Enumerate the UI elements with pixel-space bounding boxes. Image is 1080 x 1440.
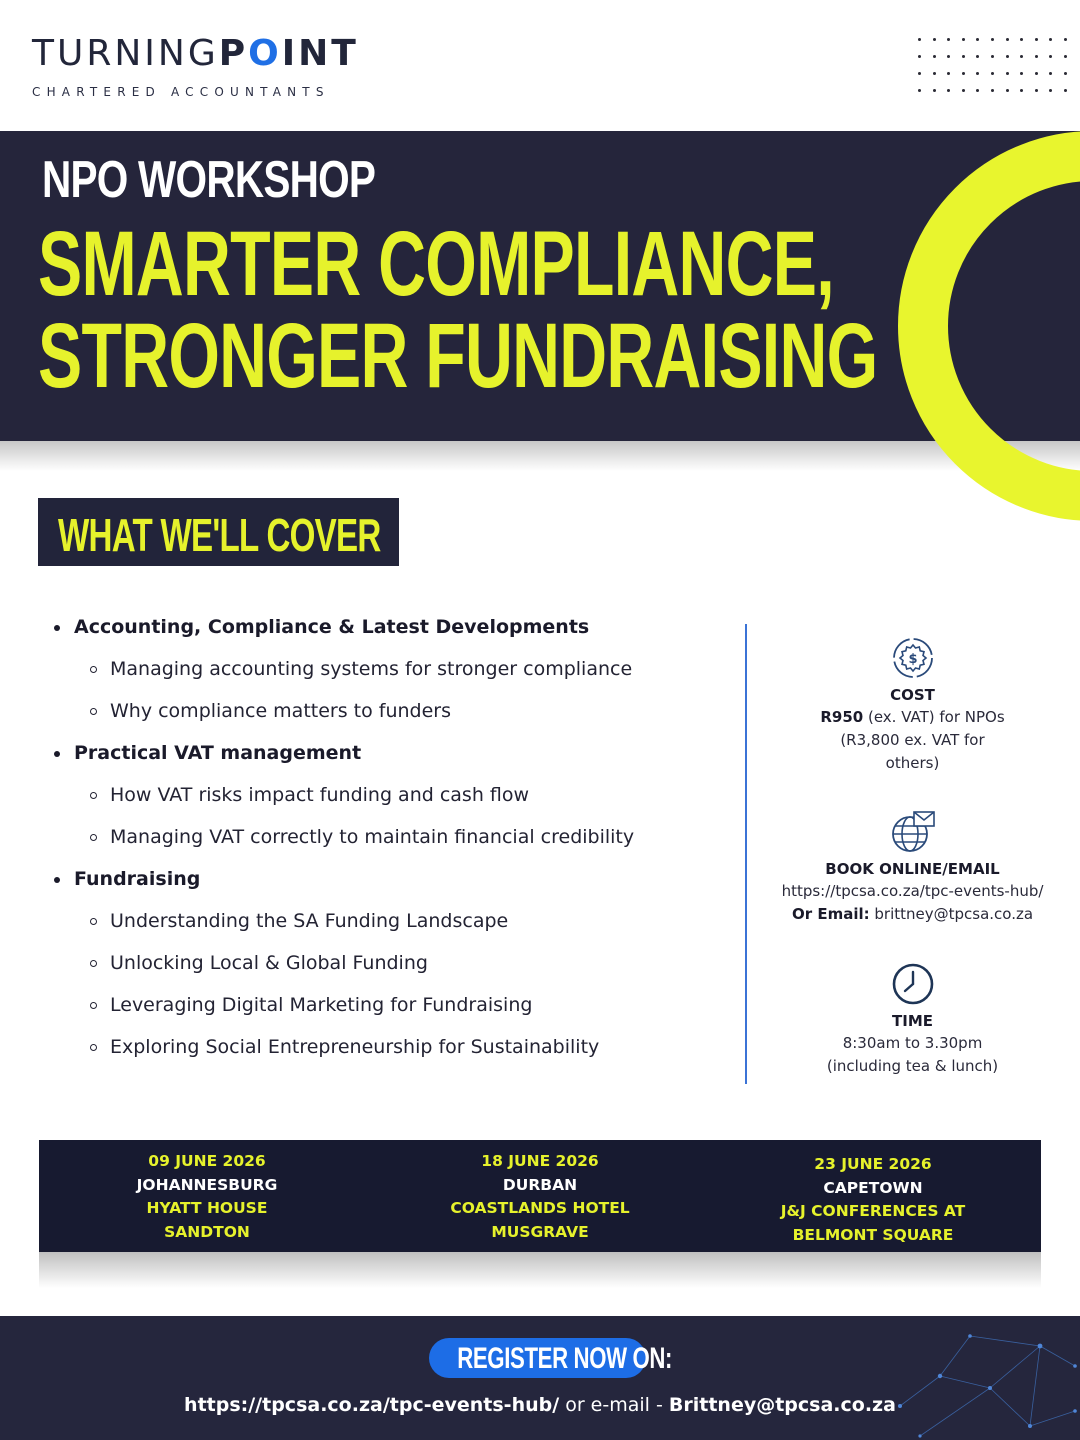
- hero-title: [38, 213, 878, 407]
- decorative-dot: [991, 38, 994, 41]
- time-info: [760, 962, 1065, 1078]
- decorative-dot: [1020, 89, 1023, 92]
- topic-heading: Accounting, Compliance & Latest Developments: [52, 606, 732, 648]
- register-label: REGISTER NOW ON:: [457, 1342, 673, 1375]
- venue-place: COASTLANDS HOTEL: [450, 1199, 630, 1217]
- topic-item: [52, 858, 732, 1068]
- decorative-dot: [962, 72, 965, 75]
- venue-date: 09 JUNE 2026: [148, 1152, 266, 1170]
- cost-price: R950: [820, 708, 864, 726]
- footer-url[interactable]: https://tpcsa.co.za/tpc-events-hub/: [184, 1394, 560, 1416]
- topic-subitem: Understanding the SA Funding Landscape: [52, 900, 732, 942]
- network-decoration: [880, 1316, 1080, 1440]
- topic-heading: Fundraising: [52, 858, 732, 900]
- footer-band: [0, 1316, 1080, 1440]
- decorative-dot: [1064, 55, 1067, 58]
- decorative-dot: [1064, 72, 1067, 75]
- column-divider: [745, 624, 747, 1084]
- logo-wordmark: [32, 34, 359, 74]
- footer-middle-text: or e-mail -: [559, 1394, 669, 1416]
- cost-title: COST: [890, 686, 935, 704]
- section-label-box: [38, 498, 399, 566]
- logo-tagline: CHARTERED ACCOUNTANTS: [32, 85, 330, 99]
- booking-email-label: Or Email:: [791, 905, 870, 923]
- topic-heading: Practical VAT management: [52, 732, 732, 774]
- decorative-dot: [976, 89, 979, 92]
- decorative-dot: [1020, 72, 1023, 75]
- decorative-dot: [1064, 89, 1067, 92]
- booking-email-line: [760, 903, 1065, 926]
- topic-subitem: Unlocking Local & Global Funding: [52, 942, 732, 984]
- decorative-dot: [918, 89, 921, 92]
- booking-title: BOOK ONLINE/EMAIL: [825, 860, 1000, 878]
- decorative-dot: [1035, 72, 1038, 75]
- brand-logo: [32, 34, 359, 99]
- decorative-dot: [1020, 55, 1023, 58]
- topic-subitem: Managing VAT correctly to maintain financial credibility: [52, 816, 732, 858]
- decorative-dot: [976, 72, 979, 75]
- logo-word-light: TURNING: [32, 33, 219, 74]
- decorative-dot: [991, 55, 994, 58]
- decorative-dot: [1020, 38, 1023, 41]
- section-label: WHAT WE'LL COVER: [58, 509, 381, 561]
- decorative-dot: [1006, 89, 1009, 92]
- decorative-dot: [947, 89, 950, 92]
- decorative-dot: [976, 38, 979, 41]
- venue-place: MUSGRAVE: [491, 1222, 589, 1241]
- decorative-dot: [933, 38, 936, 41]
- decorative-dot: [962, 89, 965, 92]
- venue-place: J&J CONFERENCES AT: [780, 1202, 966, 1220]
- time-title: TIME: [892, 1012, 933, 1030]
- topic-subitem: Why compliance matters to funders: [52, 690, 732, 732]
- venue-capetown: [706, 1153, 1040, 1247]
- venue-place: BELMONT SQUARE: [792, 1225, 954, 1244]
- topic-subitem: Managing accounting systems for stronger compliance: [52, 648, 732, 690]
- decorative-dot: [991, 89, 994, 92]
- decorative-dot: [933, 72, 936, 75]
- decorative-dot: [918, 38, 921, 41]
- time-line-2: (including tea & lunch): [826, 1057, 999, 1075]
- decorative-dot: [991, 72, 994, 75]
- venue-place: HYATT HOUSE: [146, 1199, 268, 1217]
- decorative-dot: [1049, 38, 1052, 41]
- topic-subitem: Leveraging Digital Marketing for Fundraising: [52, 984, 732, 1026]
- decorative-dot: [947, 72, 950, 75]
- decorative-dot: [1049, 55, 1052, 58]
- logo-word-bold-o: O: [248, 33, 282, 74]
- decorative-dot: [1006, 38, 1009, 41]
- logo-word-bold-end: INT: [281, 33, 359, 74]
- decorative-dot: [962, 38, 965, 41]
- decorative-dot: [1035, 89, 1038, 92]
- logo-word-bold-p: P: [218, 33, 249, 74]
- decorative-dot-grid: [918, 38, 1078, 94]
- venue-city: DURBAN: [502, 1175, 578, 1194]
- footer-email[interactable]: Brittney@tpcsa.co.za: [668, 1394, 896, 1416]
- hero-title-line-2: STRONGER FUNDRAISING: [38, 305, 878, 407]
- venue-date: 18 JUNE 2026: [481, 1152, 599, 1170]
- topics-list: [52, 606, 732, 1068]
- footer-contact-line: [0, 1394, 1080, 1416]
- decorative-dot: [1006, 55, 1009, 58]
- decorative-dot: [947, 55, 950, 58]
- decorative-dot: [1035, 38, 1038, 41]
- globe-envelope-icon: [890, 810, 936, 854]
- gear-dollar-icon: [891, 636, 935, 680]
- svg-text:$: $: [907, 652, 918, 667]
- decorative-dot: [947, 38, 950, 41]
- decorative-dot: [933, 55, 936, 58]
- clock-icon: [891, 962, 935, 1006]
- topic-subitem: Exploring Social Entrepreneurship for Sustainability: [52, 1026, 732, 1068]
- cost-line-3: others): [885, 754, 940, 772]
- cost-info: [760, 636, 1065, 775]
- venue-city: CAPETOWN: [823, 1178, 923, 1197]
- register-button[interactable]: [429, 1338, 673, 1378]
- topic-item: [52, 732, 732, 858]
- venue-johannesburg: [40, 1150, 374, 1244]
- hero-kicker: NPO WORKSHOP: [42, 151, 376, 209]
- decorative-dot: [918, 72, 921, 75]
- venues-band: [39, 1140, 1041, 1252]
- cost-line-1: [760, 706, 1065, 729]
- decorative-dot: [1064, 38, 1067, 41]
- booking-email[interactable]: brittney@tpcsa.co.za: [869, 905, 1034, 923]
- venue-city: JOHANNESBURG: [136, 1175, 278, 1194]
- decorative-dot: [1049, 72, 1052, 75]
- topic-subitem: How VAT risks impact funding and cash flow: [52, 774, 732, 816]
- venue-durban: [373, 1150, 707, 1244]
- hero-title-line-1: SMARTER COMPLIANCE,: [38, 213, 834, 315]
- decorative-dot: [1006, 72, 1009, 75]
- topic-item: [52, 606, 732, 732]
- decorative-dot: [1035, 55, 1038, 58]
- decorative-dot: [1049, 89, 1052, 92]
- time-line-1: 8:30am to 3.30pm: [842, 1034, 983, 1052]
- hero-shadow: [0, 441, 1080, 471]
- cost-line-1-rest: (ex. VAT) for NPOs: [863, 708, 1005, 726]
- cost-line-2: (R3,800 ex. VAT for: [840, 731, 985, 749]
- venues-shadow: [39, 1252, 1041, 1288]
- booking-info: [760, 810, 1065, 926]
- decorative-dot: [933, 89, 936, 92]
- venue-place: SANDTON: [164, 1222, 250, 1241]
- booking-url[interactable]: https://tpcsa.co.za/tpc-events-hub/: [781, 882, 1044, 900]
- decorative-dot: [918, 55, 921, 58]
- venue-date: 23 JUNE 2026: [814, 1155, 932, 1173]
- decorative-dot: [976, 55, 979, 58]
- decorative-dot: [962, 55, 965, 58]
